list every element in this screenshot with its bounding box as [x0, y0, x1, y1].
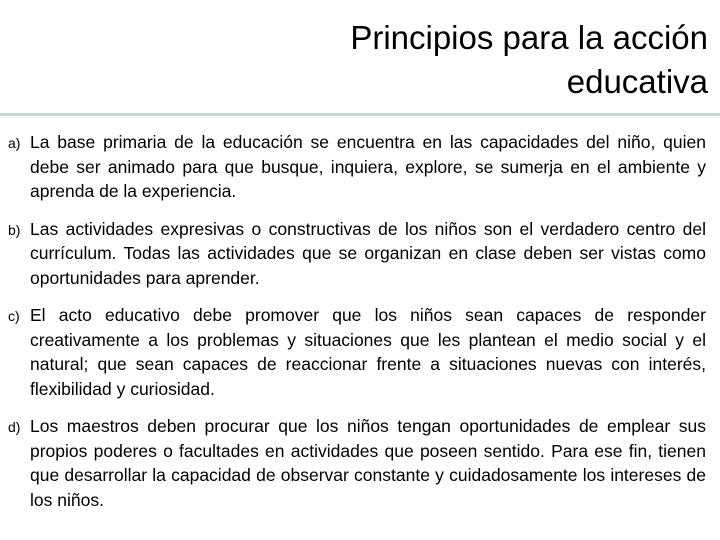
principle-text: Los maestros deben procurar que los niños tengan oportunidades de emplear sus propios poderes o facultades en actividades que poseen sentido. Para ese fin, tienen que desarrollar la capacidad de observar constante y cuidadosamente los intereses de los niños.: [30, 416, 706, 510]
principle-item-c: [8, 303, 706, 401]
title-divider: [0, 113, 720, 116]
page-title-line-2: educativa: [566, 63, 708, 100]
principle-marker: d): [8, 419, 21, 435]
principle-text: Las actividades expresivas o constructivas de los niños son el verdadero centro del currículum. Todas las actividades que se organizan en clase deben ser vistas como oportunidades para aprender.: [30, 218, 706, 288]
page-title: [208, 16, 708, 104]
principle-marker: c): [8, 308, 20, 324]
principle-text: La base primaria de la educación se encuentra en las capacidades del niño, quien debe ser animado para que busque, inquiera, explore, se sumerja en el ambiente y aprenda de la experiencia.: [30, 132, 706, 201]
principle-item-b: [8, 217, 706, 291]
principle-text: El acto educativo debe promover que los niños sean capaces de responder creativamente a los problemas y situaciones que les plantean el medio social y el natural; que sean capaces de reaccionar frente a situaciones nuevas con interés, flexibilidad y curiosidad.: [30, 305, 706, 399]
principle-item-d: [8, 414, 706, 512]
principles-list: [8, 130, 706, 525]
principle-marker: a): [8, 135, 21, 151]
principle-item-a: [8, 130, 706, 204]
principle-marker: b): [8, 221, 21, 238]
page-title-line-1: Principios para la acción: [350, 19, 708, 56]
